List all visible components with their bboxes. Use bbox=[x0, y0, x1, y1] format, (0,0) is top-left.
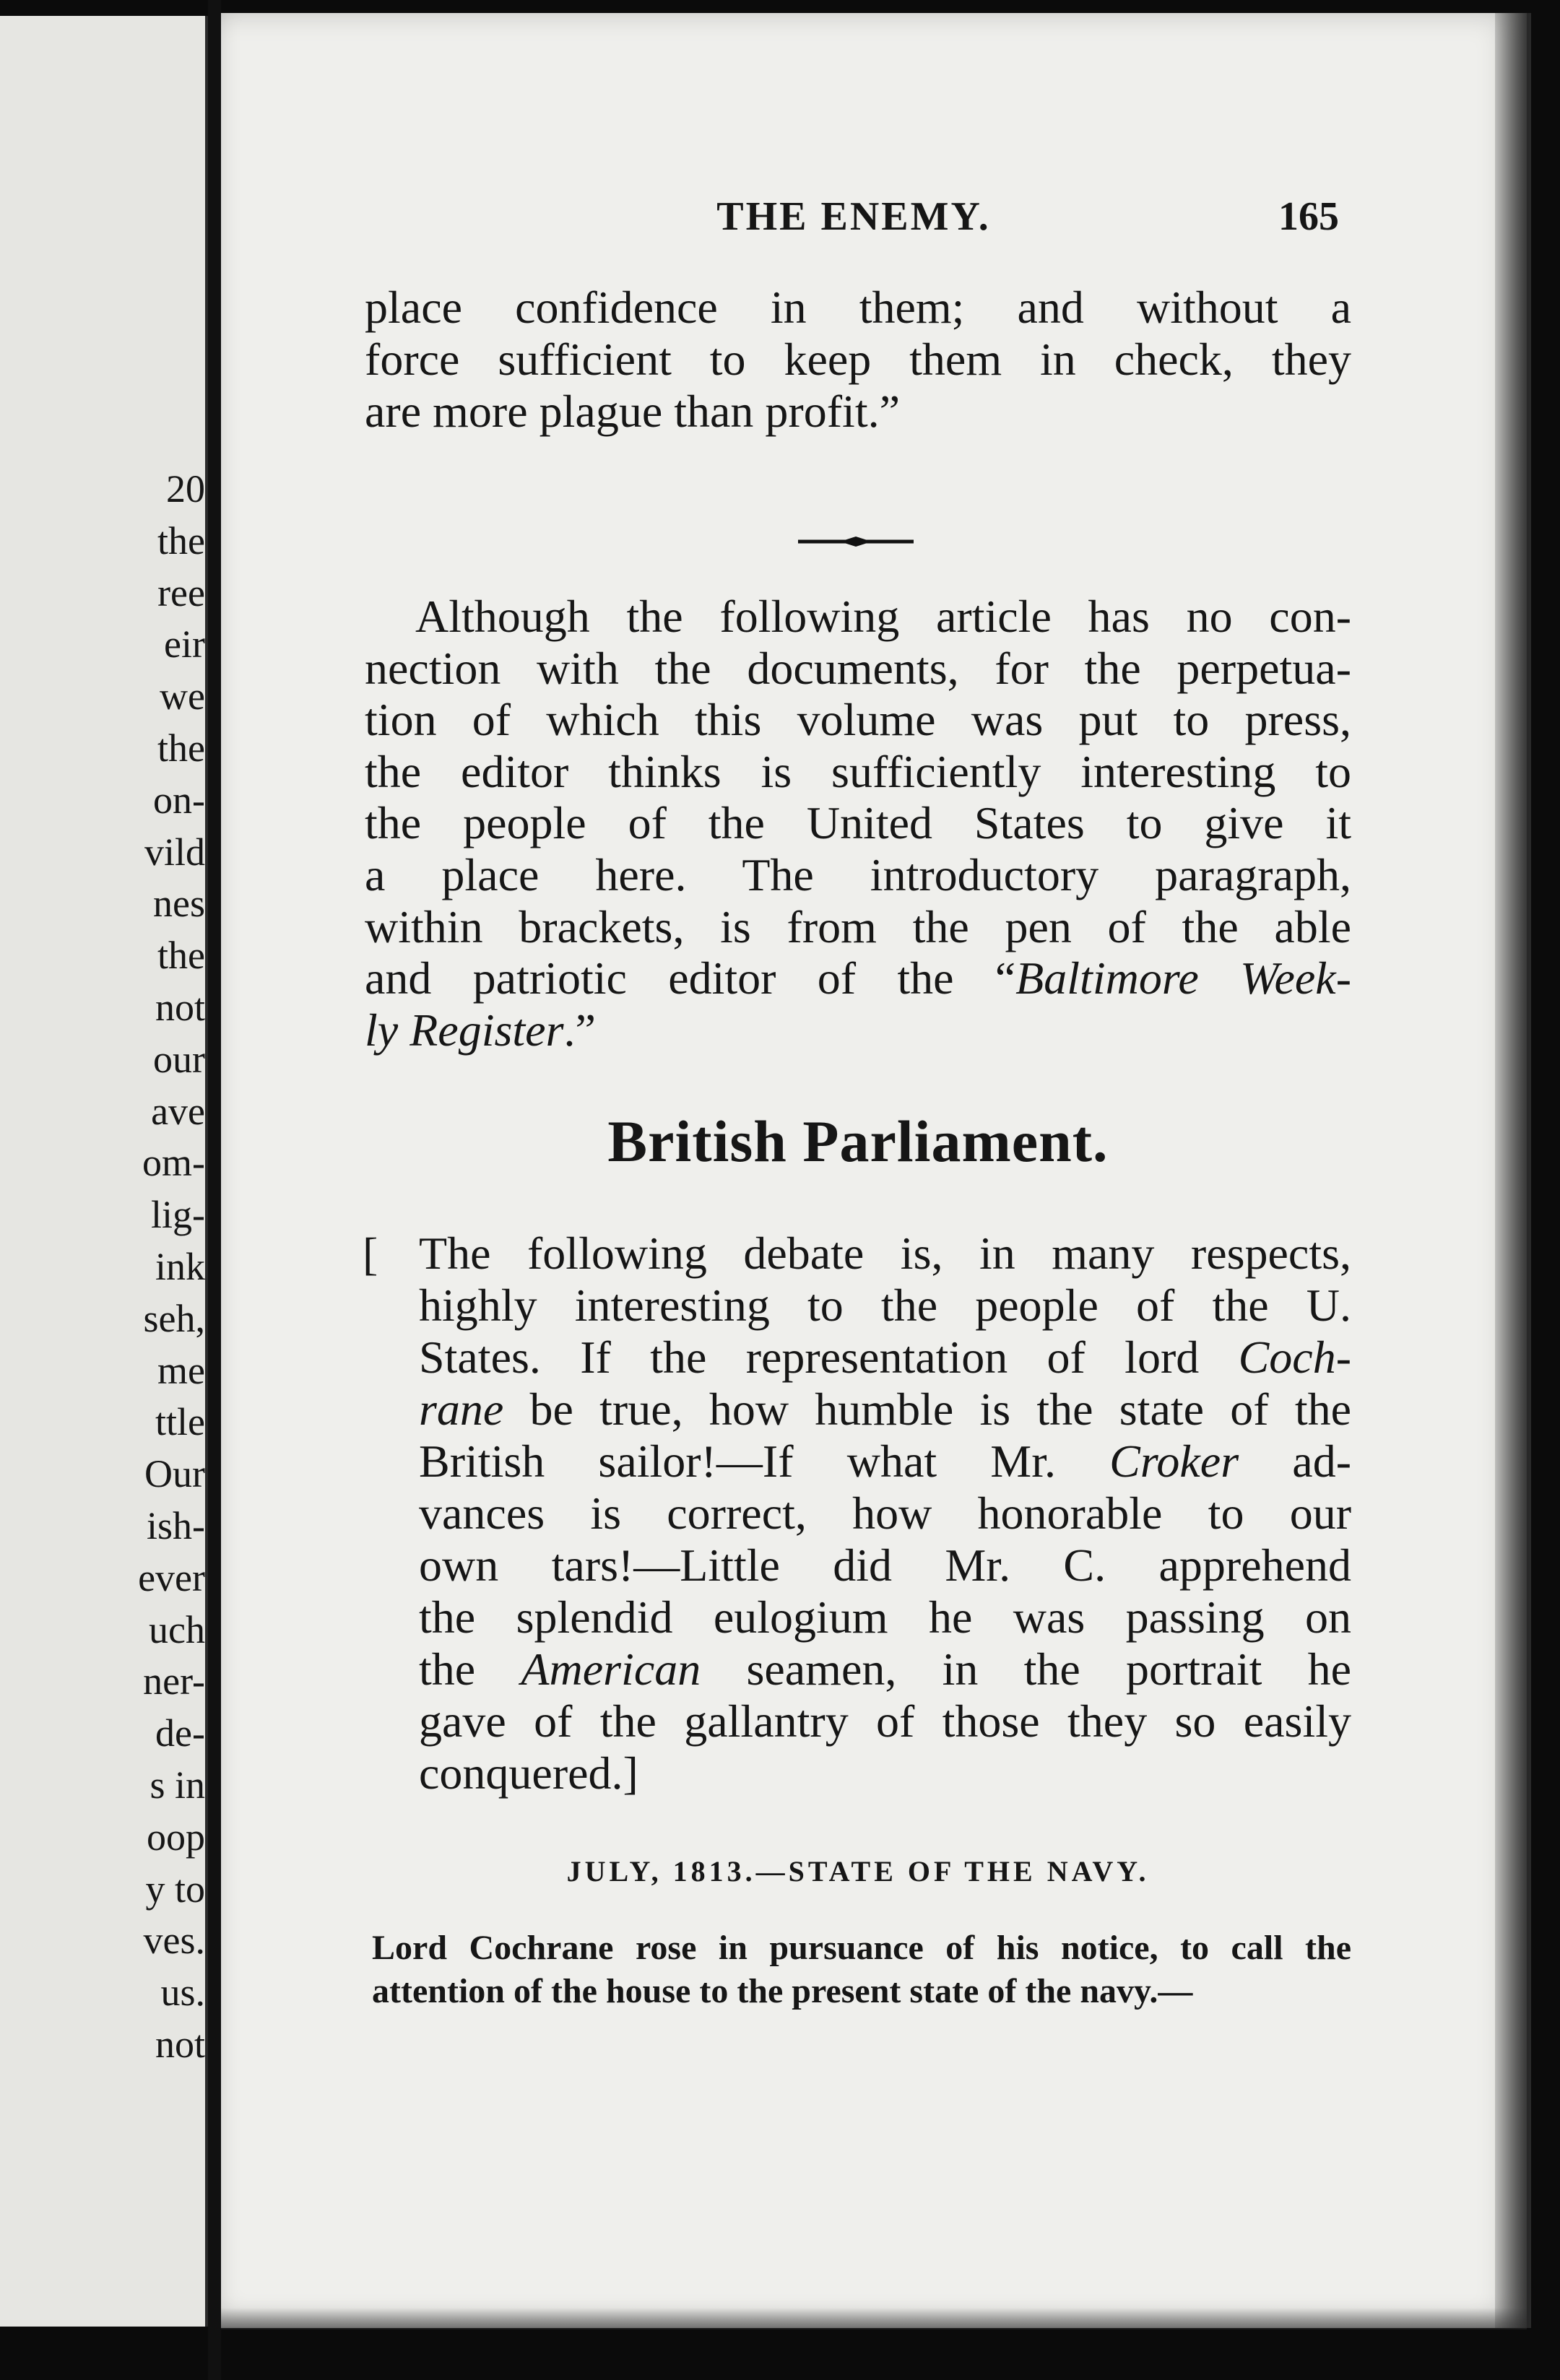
left-page-line-fragment: ink bbox=[155, 1244, 205, 1288]
text-line: tion of which this volume was put to press, bbox=[365, 694, 1351, 746]
text-fragment: be true, how humble is the state of the bbox=[503, 1384, 1351, 1435]
text-fragment: seamen, in the portrait he bbox=[701, 1643, 1352, 1695]
text-line: The following debate is, in many respects, bbox=[419, 1228, 1351, 1279]
editor-note-paragraph bbox=[365, 591, 1351, 1056]
page-number: 165 bbox=[1278, 194, 1339, 239]
book-gutter bbox=[208, 0, 221, 2380]
left-page-line-fragment: oop bbox=[147, 1815, 205, 1859]
left-page-line-fragment: ves. bbox=[143, 1919, 205, 1963]
left-page-line-fragment: ever bbox=[138, 1555, 205, 1599]
left-page-line-fragment: ree bbox=[157, 570, 205, 614]
text-fragment: British sailor!—If what Mr. bbox=[419, 1436, 1110, 1487]
left-page-line-fragment: on- bbox=[153, 778, 205, 822]
dateline-heading: JULY, 1813.—STATE OF THE NAVY. bbox=[566, 1855, 1150, 1888]
italic-name: Croker bbox=[1109, 1436, 1239, 1487]
left-page-line-fragment: ner- bbox=[143, 1659, 205, 1703]
text-line bbox=[419, 1332, 1351, 1384]
left-page-line-fragment: ave bbox=[151, 1089, 205, 1133]
text-line: conquered.] bbox=[419, 1747, 638, 1799]
left-page-line-fragment: y to bbox=[145, 1867, 205, 1911]
continued-paragraph bbox=[365, 282, 1351, 438]
text-line: are more plague than profit.” bbox=[365, 386, 900, 437]
left-page-line-fragment: de- bbox=[155, 1711, 205, 1755]
text-line bbox=[365, 1004, 1351, 1056]
section-divider-ornament bbox=[798, 536, 914, 547]
previous-page-text-edge bbox=[126, 464, 205, 2071]
left-page-line-fragment: us. bbox=[160, 1971, 205, 2015]
text-line: vances is correct, how honorable to our bbox=[419, 1488, 1351, 1539]
text-line: Lord Cochrane rose in pursuance of his notice, to call the bbox=[372, 1929, 1351, 1967]
left-page-line-fragment: eir bbox=[164, 622, 205, 666]
text-fragment: ad- bbox=[1239, 1436, 1352, 1487]
left-page-line-fragment: our bbox=[153, 1037, 205, 1081]
left-page-line-fragment: me bbox=[157, 1348, 205, 1392]
text-line bbox=[419, 1436, 1351, 1488]
previous-page-fragment bbox=[0, 16, 208, 2327]
left-page-line-fragment: ttle bbox=[155, 1400, 205, 1444]
left-page-line-fragment: the bbox=[157, 934, 205, 978]
italic-name: Coch- bbox=[1238, 1332, 1351, 1383]
left-page-line-fragment: not bbox=[155, 2022, 205, 2066]
section-heading: British Parliament. bbox=[607, 1108, 1109, 1174]
text-line: the splendid eulogium he was passing on bbox=[419, 1591, 1351, 1643]
left-page-line-fragment: we bbox=[160, 674, 205, 718]
left-page-line-fragment: the bbox=[157, 518, 205, 563]
text-line: force sufficient to keep them in check, they bbox=[365, 334, 1351, 385]
newspaper-title: Baltimore Week- bbox=[1015, 952, 1351, 1004]
left-page-line-fragment: nes bbox=[153, 882, 205, 926]
open-bracket: [ bbox=[363, 1228, 378, 1280]
left-page-line-fragment: Our bbox=[144, 1452, 205, 1496]
text-line: nection with the documents, for the perpetua- bbox=[365, 642, 1351, 694]
newspaper-title: ly Register bbox=[365, 1004, 564, 1056]
left-page-line-fragment: ish- bbox=[147, 1503, 205, 1547]
left-page-line-fragment: om- bbox=[142, 1141, 205, 1185]
text-line: Although the following article has no con- bbox=[415, 591, 1351, 642]
text-line: the editor thinks is sufficiently interesting to bbox=[365, 745, 1351, 797]
page-bottom-shadow bbox=[221, 2308, 1527, 2329]
text-line: attention of the house to the present state of the navy.— bbox=[372, 1972, 1193, 2010]
left-page-line-fragment: vild bbox=[144, 830, 205, 874]
text-line: a place here. The introductory paragraph, bbox=[365, 848, 1351, 900]
left-page-line-fragment: the bbox=[157, 726, 205, 770]
page-edge-shadow bbox=[1495, 13, 1531, 2328]
text-line: place confidence in them; and without a bbox=[365, 282, 1351, 333]
text-line bbox=[419, 1643, 1351, 1695]
text-line: gave of the gallantry of those they so easily bbox=[419, 1695, 1351, 1747]
left-page-line-fragment: uch bbox=[149, 1607, 205, 1651]
italic-word: American bbox=[521, 1643, 701, 1695]
italic-name: rane bbox=[419, 1384, 504, 1435]
left-page-line-fragment: lig- bbox=[151, 1193, 205, 1237]
debate-opening-paragraph bbox=[372, 1927, 1351, 2013]
text-fragment: the bbox=[419, 1643, 521, 1695]
text-fragment: States. If the representation of lord bbox=[419, 1332, 1239, 1383]
text-line bbox=[365, 952, 1351, 1004]
left-page-line-fragment: s in bbox=[150, 1763, 205, 1807]
left-page-line-fragment: 20 bbox=[166, 467, 205, 511]
left-page-line-fragment: seh, bbox=[143, 1296, 205, 1340]
text-line: highly interesting to the people of the U. bbox=[419, 1280, 1351, 1331]
text-line: within brackets, is from the pen of the able bbox=[365, 900, 1351, 952]
bracketed-introduction bbox=[419, 1228, 1351, 1799]
text-line: the people of the United States to give it bbox=[365, 797, 1351, 849]
text-fragment: and patriotic editor of the “ bbox=[365, 952, 1016, 1004]
running-header: THE ENEMY. bbox=[716, 194, 991, 239]
text-fragment: .” bbox=[563, 1004, 596, 1056]
text-line: own tars!—Little did Mr. C. apprehend bbox=[419, 1539, 1351, 1591]
text-line bbox=[419, 1384, 1351, 1436]
left-page-line-fragment: not bbox=[155, 985, 205, 1029]
